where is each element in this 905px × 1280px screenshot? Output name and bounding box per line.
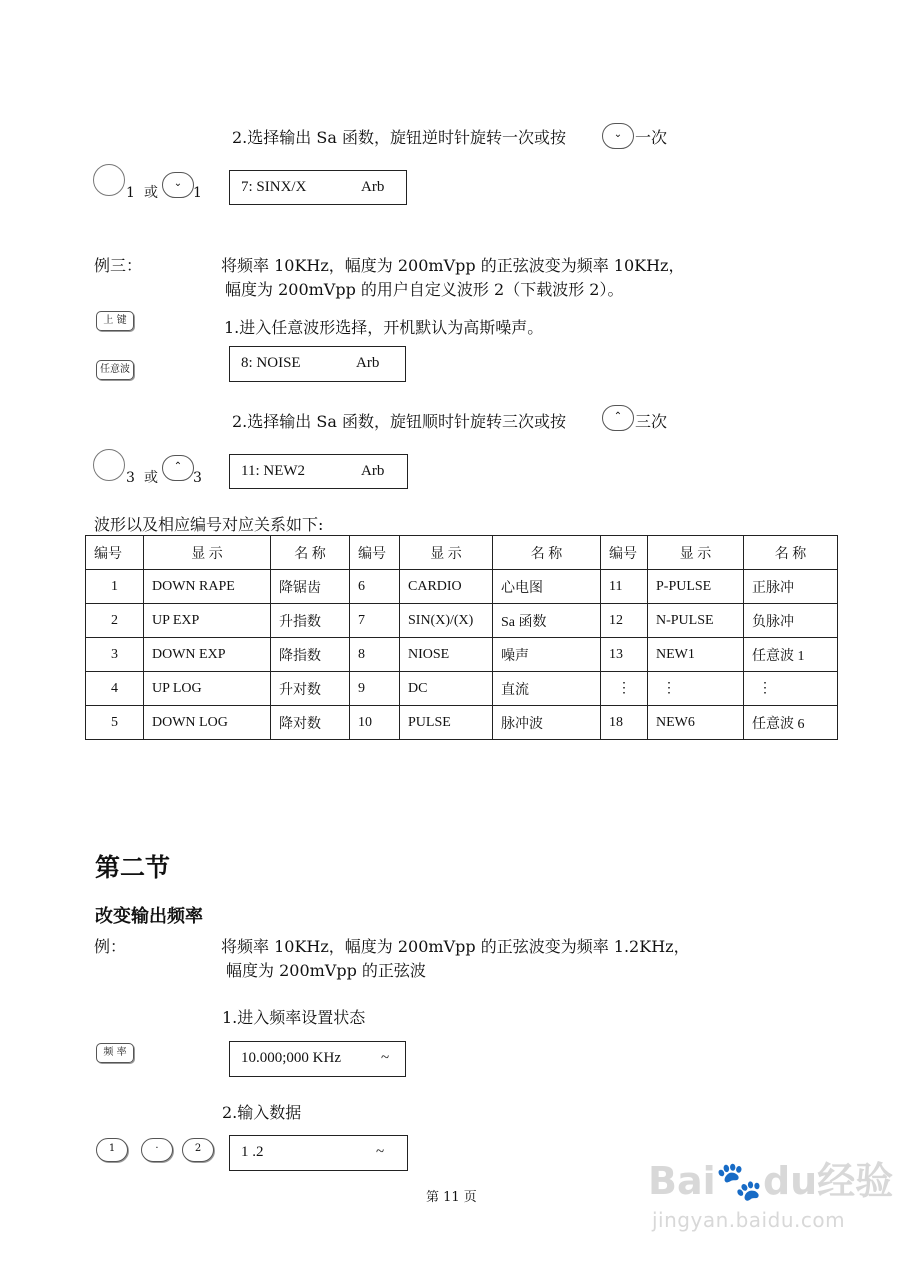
watermark-url: jingyan.baidu.com: [652, 1208, 846, 1232]
table-row: [86, 570, 838, 604]
decimal-point-key-icon: ·: [141, 1138, 173, 1162]
lcd4-right: ~: [381, 1050, 390, 1066]
table-header-row: [86, 536, 838, 570]
lcd2-right: Arb: [356, 355, 380, 371]
watermark-cn: 经验: [817, 1159, 894, 1203]
lcd-display-4: [229, 1041, 406, 1077]
table-cell: 降锯齿: [271, 570, 350, 604]
table-cell: 正脉冲: [744, 570, 838, 604]
table-row: [86, 672, 838, 706]
lcd3-left: 11: NEW2: [241, 463, 306, 479]
watermark-brand: Bai: [648, 1159, 716, 1203]
step-sa-cw: 2.选择输出 Sa 函数，旋钮顺时针旋转三次或按: [232, 412, 566, 431]
digit-2-key-icon: 2: [182, 1138, 214, 1162]
rotary-knob-icon: [93, 164, 125, 196]
digit-1-key-icon: 1: [96, 1138, 128, 1162]
section-title: 第二节: [95, 853, 171, 882]
op1-count-a: 1: [126, 185, 135, 201]
table-cell: DC: [400, 672, 493, 706]
lcd-display-2: [229, 346, 406, 382]
table-row: [86, 638, 838, 672]
example-line2: 幅度为 200mVpp 的正弦波: [226, 961, 426, 980]
table-cell: 升指数: [271, 604, 350, 638]
table-cell: 1: [86, 570, 144, 604]
table-cell: 13: [601, 638, 648, 672]
waveform-table: [85, 535, 838, 740]
lcd5-right: ~: [376, 1144, 385, 1160]
table-cell: NEW6: [648, 706, 744, 740]
table-cell: 4: [86, 672, 144, 706]
lcd2-left: 8: NOISE: [241, 355, 301, 371]
step-freq: 1.进入频率设置状态: [222, 1008, 366, 1027]
up-key-icon: ⌃: [162, 455, 194, 481]
table-cell: 心电图: [493, 570, 601, 604]
arb-key-icon: 任意波: [96, 360, 134, 380]
table-cell: 12: [601, 604, 648, 638]
table-cell: UP EXP: [144, 604, 271, 638]
table-cell: ⋮: [601, 672, 648, 706]
header-cell: 名 称: [493, 536, 601, 570]
table-cell: 任意波 6: [744, 706, 838, 740]
header-cell: 显 示: [144, 536, 271, 570]
shift-key-icon: 上 键: [96, 311, 134, 331]
table-cell: 降指数: [271, 638, 350, 672]
step-sa-ccw-tail: 一次: [635, 128, 668, 147]
table-cell: 18: [601, 706, 648, 740]
header-cell: 编号: [350, 536, 400, 570]
lcd1-right: Arb: [361, 179, 385, 195]
header-cell: 名 称: [271, 536, 350, 570]
header-cell: 显 示: [400, 536, 493, 570]
table-cell: 直流: [493, 672, 601, 706]
lcd1-left: 7: SINX/X: [241, 179, 307, 195]
table-cell: CARDIO: [400, 570, 493, 604]
table-cell: Sa 函数: [493, 604, 601, 638]
table-cell: ⋮: [744, 672, 838, 706]
table-cell: PULSE: [400, 706, 493, 740]
op2-count-b: 3: [193, 470, 202, 486]
table-cell: SIN(X)/(X): [400, 604, 493, 638]
step-arb: 1.进入任意波形选择，开机默认为高斯噪声。: [224, 318, 544, 337]
table-cell: 11: [601, 570, 648, 604]
table-cell: 6: [350, 570, 400, 604]
table-cell: 9: [350, 672, 400, 706]
table-cell: 任意波 1: [744, 638, 838, 672]
table-cell: 3: [86, 638, 144, 672]
table-cell: DOWN LOG: [144, 706, 271, 740]
example-line1: 将频率 10KHz，幅度为 200mVpp 的正弦波变为频率 1.2KHz，: [221, 937, 690, 956]
table-cell: 7: [350, 604, 400, 638]
watermark-logo: [648, 1150, 893, 1205]
example3-line2: 幅度为 200mVpp 的用户自定义波形 2（下载波形 2）。: [225, 280, 624, 299]
op1-count-b: 1: [193, 185, 202, 201]
table-cell: ⋮: [648, 672, 744, 706]
watermark-brand2: du: [762, 1159, 818, 1203]
table-caption: 波形以及相应编号对应关系如下:: [94, 515, 324, 534]
freq-key-icon: 频 率: [96, 1043, 134, 1063]
table-cell: UP LOG: [144, 672, 271, 706]
table-cell: DOWN EXP: [144, 638, 271, 672]
header-cell: 显 示: [648, 536, 744, 570]
op1-or: 或: [144, 185, 158, 201]
lcd5-left: 1 .2: [241, 1144, 264, 1160]
step-sa-ccw-text: 2.选择输出 Sa 函数，旋钮逆时针旋转一次或按: [232, 128, 566, 147]
lcd-display-5: [229, 1135, 408, 1171]
table-cell: 10: [350, 706, 400, 740]
example-label: 例：: [94, 937, 127, 956]
paw-icon: 🐾: [715, 1159, 763, 1203]
table-cell: 升对数: [271, 672, 350, 706]
lcd-display-3: [229, 454, 408, 489]
lcd-display-1: [229, 170, 407, 205]
step-input: 2.输入数据: [222, 1103, 302, 1122]
step-sa-ccw: [232, 128, 566, 148]
table-cell: 负脉冲: [744, 604, 838, 638]
table-cell: NEW1: [648, 638, 744, 672]
table-row: [86, 706, 838, 740]
section-subtitle: 改变输出频率: [95, 906, 203, 927]
table-cell: 噪声: [493, 638, 601, 672]
table-cell: NIOSE: [400, 638, 493, 672]
down-key-icon: ⌄: [162, 172, 194, 198]
down-key-icon: ⌄: [602, 123, 634, 149]
header-cell: 编号: [86, 536, 144, 570]
op2-or: 或: [144, 470, 158, 486]
op2-count-a: 3: [126, 470, 135, 486]
table-cell: 降对数: [271, 706, 350, 740]
table-cell: N-PULSE: [648, 604, 744, 638]
example3-label: 例三：: [94, 256, 143, 275]
table-cell: 5: [86, 706, 144, 740]
lcd3-right: Arb: [361, 463, 385, 479]
up-key-icon: ⌃: [602, 405, 634, 431]
example3-line1: 将频率 10KHz，幅度为 200mVpp 的正弦波变为频率 10KHz，: [221, 256, 685, 275]
step-sa-cw-tail: 三次: [635, 412, 668, 431]
table-cell: 8: [350, 638, 400, 672]
header-cell: 编号: [601, 536, 648, 570]
table-cell: P-PULSE: [648, 570, 744, 604]
page-number: 第 11 页: [426, 1190, 477, 1205]
rotary-knob-icon: [93, 449, 125, 481]
header-cell: 名 称: [744, 536, 838, 570]
table-cell: 脉冲波: [493, 706, 601, 740]
lcd4-left: 10.000;000 KHz: [241, 1050, 341, 1066]
table-cell: DOWN RAPE: [144, 570, 271, 604]
table-row: [86, 604, 838, 638]
table-cell: 2: [86, 604, 144, 638]
